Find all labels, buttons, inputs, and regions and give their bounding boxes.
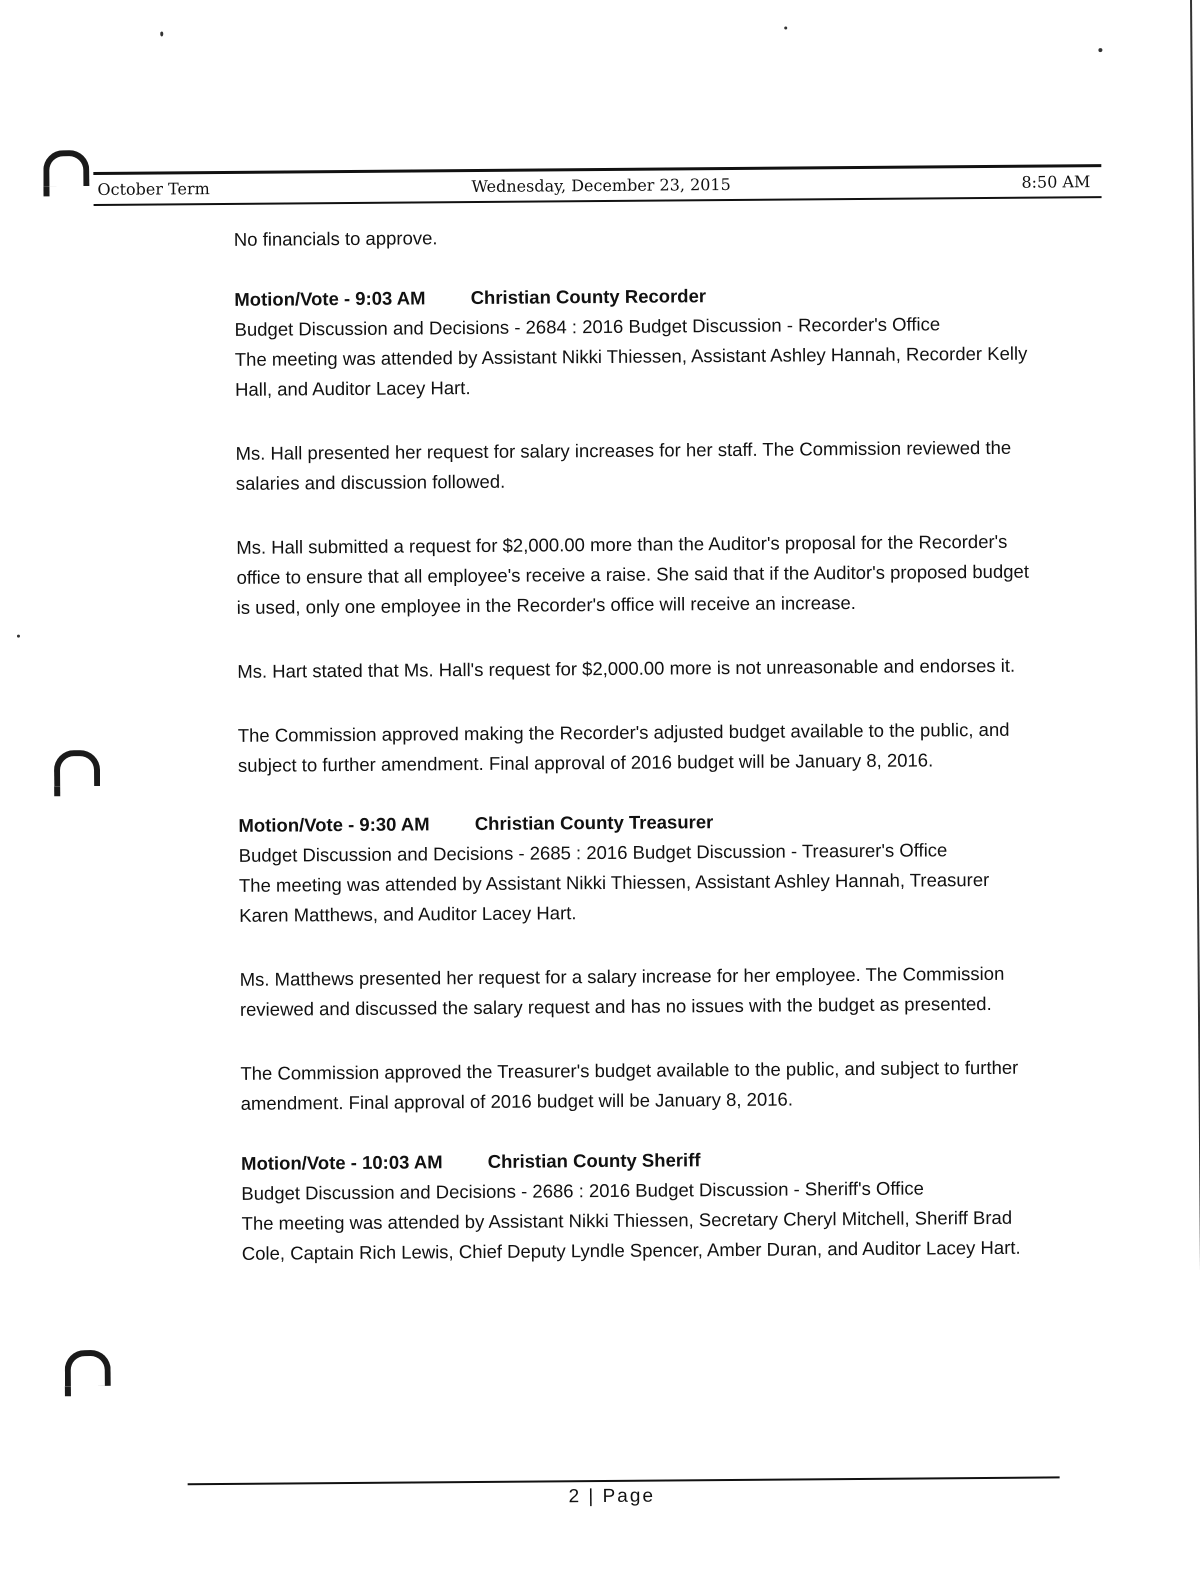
motion-section-sheriff	[241, 1143, 1042, 1269]
header-rule-top	[93, 164, 1101, 175]
motion-label: Motion/Vote - 9:30 AM	[238, 813, 430, 836]
motion-organization: Christian County Sheriff	[487, 1149, 701, 1172]
scan-speck	[17, 635, 20, 638]
header-term: October Term	[97, 179, 210, 199]
page-number: 2 | Page	[568, 1485, 656, 1508]
motion-organization: Christian County Treasurer	[474, 811, 714, 835]
minutes-paragraph: The Commission approved the Treasurer's budget available to the public, and subject to further amendment. Final approval of 2016 budget will be January 8, 2016.	[240, 1056, 1019, 1114]
motion-organization: Christian County Recorder	[470, 285, 707, 309]
minutes-paragraph: Ms. Hall submitted a request for $2,000.00 more than the Auditor's proposal for the Recorder's office to ensure that all employee's receive a raise. She said that if the Auditor's proposed budget is used, only one employee in the Recorder's office will receive an increase.	[236, 530, 1030, 618]
budget-line: Budget Discussion and Decisions - 2686 : 2016 Budget Discussion - Sheriff's Office	[241, 1177, 925, 1204]
minutes-paragraph: Ms. Matthews presented her request for a salary increase for her employee. The Commission reviewed and discussed the salary request and has no issues with the budget as presented.	[239, 962, 1005, 1020]
scan-speck	[784, 27, 787, 30]
punch-hole-mark	[43, 150, 89, 186]
scan-edge	[1190, 0, 1200, 1575]
motion-label: Motion/Vote - 9:03 AM	[234, 287, 426, 310]
scan-speck	[1098, 48, 1102, 52]
minutes-body	[234, 219, 1042, 1269]
attendance-text: The meeting was attended by Assistant Nikki Thiessen, Assistant Ashley Hannah, Treasurer Karen Matthews, and Auditor Lacey Hart.	[238, 868, 990, 926]
intro-text: No financials to approve.	[233, 227, 438, 250]
motion-section-recorder	[234, 279, 1038, 781]
minutes-paragraph: Ms. Hall presented her request for salary increases for her staff. The Commission reviewed the salaries and discussion followed.	[235, 436, 1012, 494]
attendance-text: The meeting was attended by Assistant Nikki Thiessen, Secretary Cheryl Mitchell, Sheriff Brad Cole, Captain Rich Lewis, Chief Deputy Lyndle Spencer, Amber Duran, and Auditor Lacey Hart.	[241, 1206, 1021, 1264]
motion-section-treasurer	[238, 805, 1040, 1119]
punch-hole-mark	[65, 1350, 111, 1386]
minutes-paragraph: Ms. Hart stated that Ms. Hall's request for $2,000.00 more is not unreasonable and endorses it.	[237, 654, 1016, 682]
header-time: 8:50 AM	[1021, 172, 1091, 192]
minutes-paragraph: The Commission approved making the Recorder's adjusted budget available to the public, and subject to further amendment. Final approval of 2016 budget will be January 8, 2016.	[237, 718, 1010, 776]
punch-hole-mark	[54, 750, 100, 786]
header-date: Wednesday, December 23, 2015	[471, 174, 731, 197]
budget-line: Budget Discussion and Decisions - 2685 : 2016 Budget Discussion - Treasurer's Office	[238, 839, 948, 866]
scan-speck	[160, 31, 163, 36]
attendance-text: The meeting was attended by Assistant Nikki Thiessen, Assistant Ashley Hannah, Recorder Kelly Hall, and Auditor Lacey Hart.	[234, 342, 1028, 400]
budget-line: Budget Discussion and Decisions - 2684 : 2016 Budget Discussion - Recorder's Office	[234, 313, 941, 340]
motion-label: Motion/Vote - 10:03 AM	[241, 1151, 443, 1174]
header-rule-bottom	[94, 196, 1102, 206]
